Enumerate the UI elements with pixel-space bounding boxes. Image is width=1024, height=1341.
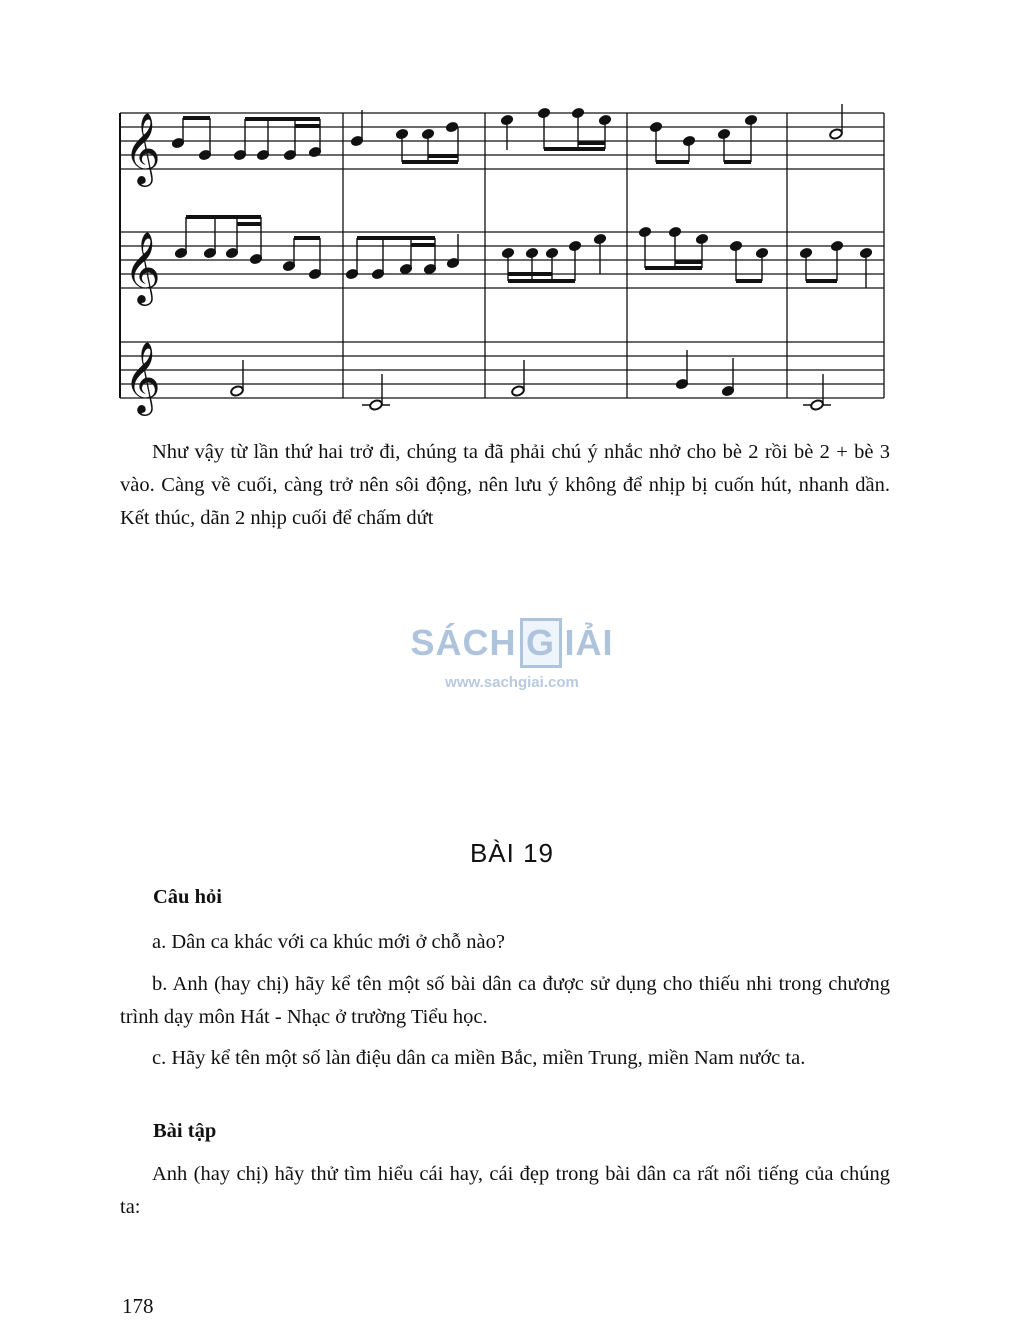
watermark-logo: [410, 618, 613, 668]
exercise-heading: Bài tập: [153, 1120, 217, 1142]
treble-clef-icon: 𝄞: [124, 111, 161, 184]
watermark-brand-letter: G: [520, 618, 562, 668]
questions-heading: Câu hỏi: [153, 886, 222, 908]
watermark-brand-right: IẢI: [564, 622, 614, 663]
lesson-title: BÀI 19: [469, 838, 555, 868]
music-score: [0, 0, 1024, 420]
question-b: b. Anh (hay chị) hãy kể tên một số bài dân ca được sử dụng cho thiếu nhi trong chương trình dạy môn Hát - Nhạc ở trường Tiểu học.: [120, 973, 890, 1028]
page-number: 178: [122, 1294, 154, 1318]
exercise-text: Anh (hay chị) hãy thử tìm hiểu cái hay, cái đẹp trong bài dân ca rất nổi tiếng của chúng ta:: [120, 1163, 890, 1218]
intro-paragraph: Như vậy từ lần thứ hai trở đi, chúng ta đã phải chú ý nhắc nhở cho bè 2 rồi bè 2 + bè 3 vào. Càng về cuối, càng trở nên sôi động, nên lưu ý không để nhịp bị cuốn hút, nhanh dần. Kết thúc, dãn 2 nhịp cuối để chấm dứt: [120, 441, 890, 529]
watermark: [0, 618, 1024, 691]
watermark-brand-left: SÁCH: [410, 622, 517, 663]
treble-clef-icon: 𝄞: [124, 230, 161, 303]
watermark-url: www.sachgiai.com: [445, 674, 579, 691]
question-c: c. Hãy kể tên một số làn điệu dân ca miền Bắc, miền Trung, miền Nam nước ta.: [152, 1047, 806, 1069]
question-a: a. Dân ca khác với ca khúc mới ở chỗ nào?: [152, 931, 505, 953]
treble-clef-icon: 𝄞: [124, 340, 161, 413]
